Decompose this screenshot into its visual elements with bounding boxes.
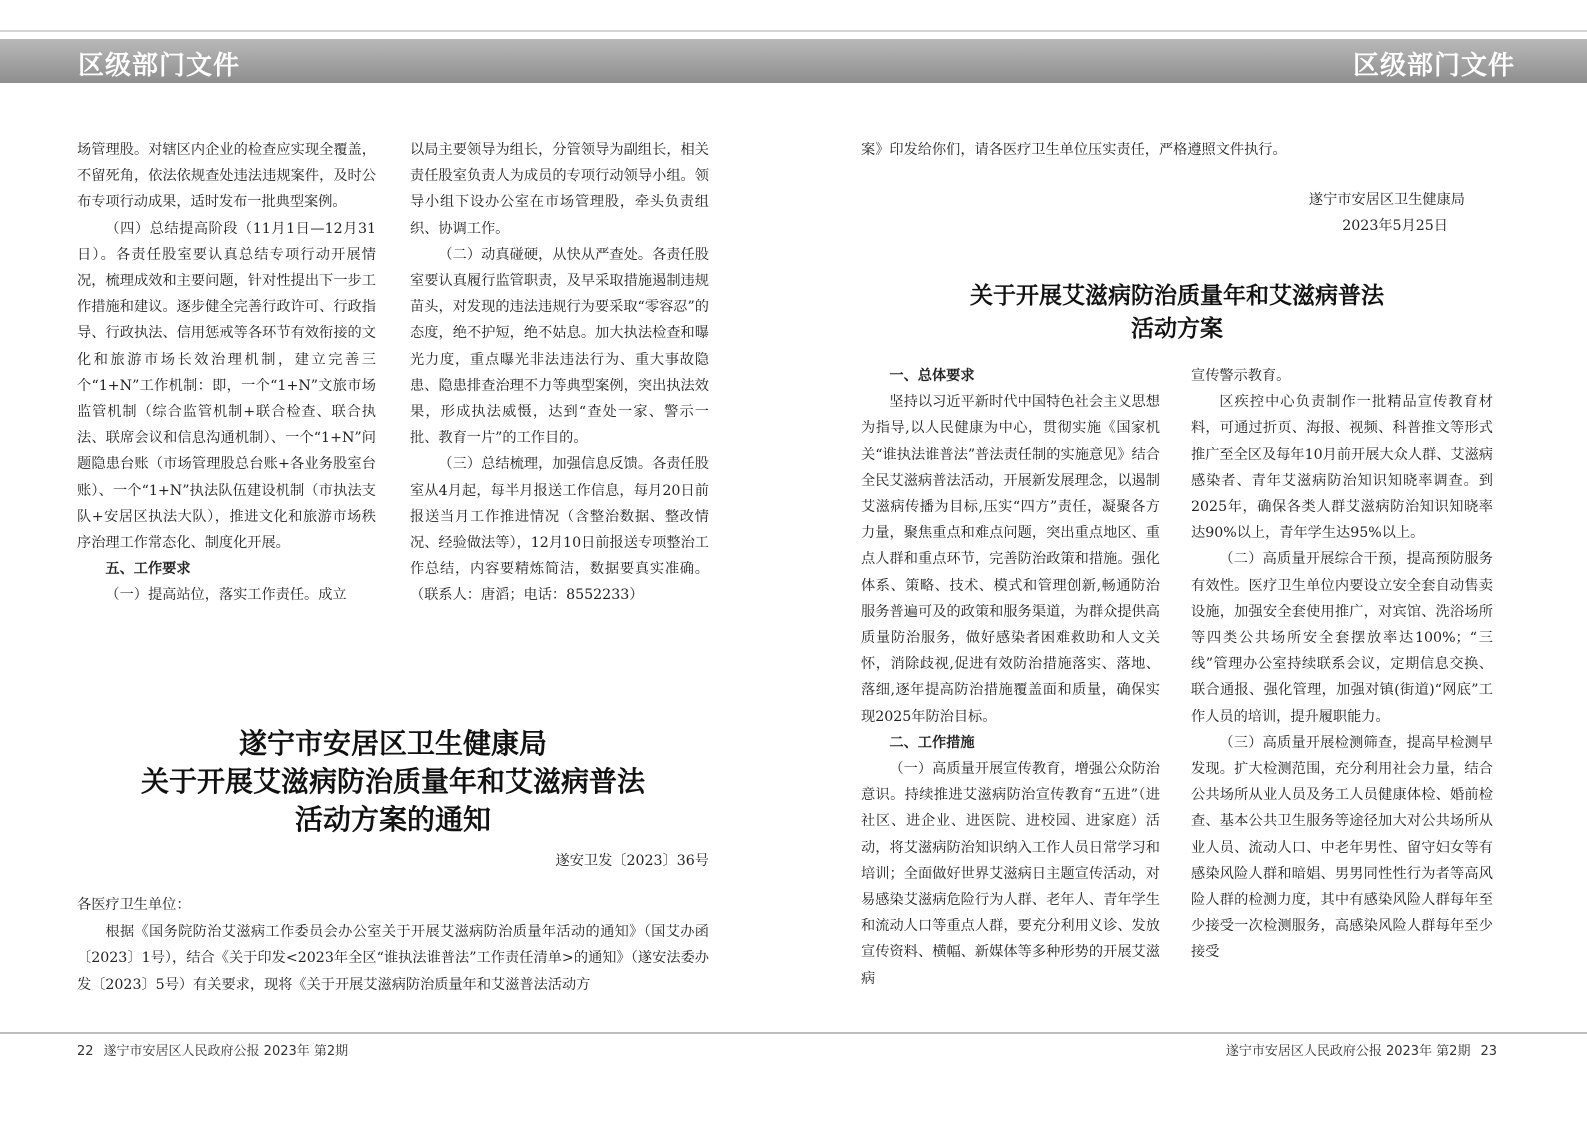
paragraph: （一）提高站位，落实工作责任。成立 [105, 587, 347, 604]
section-heading: 五、工作要求 [105, 561, 191, 578]
paragraph: （三）总结梳理，加强信息反馈。各责任股室从4月起，每半月报送工作信息，每月20日前报送当月工作推进情况（含整治数据、整改情况、经验做法等），12月10日前报送专项整治工作总结，内容要精炼简洁，数据要真实准确。（联系人：唐滔；电话：8552233） [410, 456, 709, 604]
top-rule [0, 30, 1587, 32]
signature-organization: 遂宁市安居区卫生健康局 [1308, 192, 1465, 208]
section-heading: 一、总体要求 [889, 368, 975, 384]
notice-title-line: 活动方案的通知 [294, 803, 491, 836]
salutation: 各医疗卫生单位： [77, 897, 191, 913]
paragraph: （二）高质量开展综合干预，提高预防服务有效性。医疗卫生单位内要设立安全套自动售卖设施，加强安全套使用推广，对宾馆、洗浴场所等四类公共场所安全套摆放率达100%；“三线”管理办公室持续联系会议，定期信息交换、联合通报、强化管理，加强对镇(街道)“网底”工作人员的培训，提升履职能力。 [1191, 551, 1493, 725]
paragraph: 场管理股。对辖区内企业的检查应实现全覆盖，不留死角，依法依规查处违法违规案件，及时公布专项行动成果，适时发布一批典型案例。 [77, 142, 376, 211]
paragraph: （四）总结提高阶段（11月1日—12月31日）。各责任股室要认真总结专项行动开展情况，梳理成效和主要问题，针对性提出下一步工作措施和建议。逐步健全完善行政许可、行政指导、行政执法、信用惩戒等各环节有效衔接的文化和旅游市场长效治理机制，建立完善三个“1+N”工作机制：即，一个“1+N”文旅市场监管机制（综合监管机制+联合检查、联合执法、联席会议和信息沟通机制）、一个“1+N”问题隐患台账（市场管理股总台账+各业务股室台账）、一个“1+N”执法队伍建设机制（市执法支队+安居区执法大队），推进文化和旅游市场秩序治理工作常态化、制度化开展。 [77, 220, 376, 552]
header-banner [0, 39, 1587, 83]
right-column-1 [861, 363, 1160, 992]
plan-title-line: 活动方案 [1131, 316, 1223, 342]
paragraph: （二）动真碰硬，从快从严查处。各责任股室要认真履行监管职责，及早采取措施遏制违规苗头，对发现的违法违规行为要采取“零容忍”的态度，绝不护短，绝不姑息。加大执法检查和曝光力度，重点曝光非法违法行为、重大事故隐患、隐患排查治理不力等典型案例，突出执法效果，形成执法威慑，达到“查处一家、警示一批、教育一片”的工作目的。 [410, 246, 709, 447]
plan-title [861, 280, 1493, 346]
notice-title-line: 关于开展艾滋病防治质量年和艾滋病普法 [140, 765, 645, 798]
notice-body [77, 892, 709, 998]
paragraph: （三）高质量开展检测筛查，提高早检测早发现。扩大检测范围，充分利用社会力量，结合公共场所从业人员及务工人员健康体检、婚前检查、基本公共卫生服务等途径加大对公共场所从业人员、流动人口、中老年男性、留守妇女等有感染风险人群和暗娼、男男同性性行为者等高风险人群的检测力度，其中有感染风险人群每年至少接受一次检测服务，高感染风险人群每年至少接受 [1191, 734, 1493, 961]
right-column-2 [1191, 363, 1493, 966]
section-heading: 二、工作措施 [889, 734, 975, 751]
paragraph: 根据《国务院防治艾滋病工作委员会办公室关于开展艾滋病防治质量年活动的通知》（国艾办函〔2023〕1号），结合《关于印发<2023年全区“谁执法谁普法”工作责任清单>的通知》（遂安法委办发〔2023〕5号）有关要求，现将《关于开展艾滋病防治质量年和艾滋普法活动方 [77, 923, 709, 993]
document-number: 遂安卫发〔2023〕36号 [555, 853, 709, 869]
publication-info: 遂宁市安居区人民政府公报 2023年 第2期 [103, 1044, 349, 1059]
footer-rule [0, 1032, 1587, 1034]
signature-date: 2023年5月25日 [1342, 218, 1448, 234]
paragraph: 以局主要领导为组长，分管领导为副组长，相关责任股室负责人为成员的专项行动领导小组。领导小组下设办公室在市场管理股，牵头负责组织、协调工作。 [410, 142, 709, 237]
right-section-title: 区级部门文件 [1352, 51, 1515, 81]
plan-title-line: 关于开展艾滋病防治质量年和艾滋病普法 [970, 283, 1384, 309]
left-footer [77, 1040, 358, 1059]
left-column-1 [77, 137, 376, 609]
paragraph: 区疾控中心负责制作一批精品宣传教育材料，可通过折页、海报、视频、科普推文等形式推广至全区及每年10月前开展大众人群、艾滋病感染者、青年艾滋病防治知识知晓率调查。到2025年，确保各类人群艾滋病防治知识知晓率达90%以上，青年学生达95%以上。 [1191, 394, 1493, 542]
right-footer [1216, 1040, 1497, 1059]
paragraph: （一）高质量开展宣传教育，增强公众防治意识。持续推进艾滋病防治宣传教育“五进”（进社区、进企业、进医院、进校园、进家庭）活动，将艾滋病防治知识纳入工作人员日常学习和培训；全面做好世界艾滋病日主题宣传活动，对易感染艾滋病危险行为人群、老年人、青年学生和流动人口等重点人群，要充分利用义诊、发放宣传资料、横幅、新媒体等多种形势的开展艾滋病 [861, 761, 1160, 987]
left-section-title: 区级部门文件 [78, 51, 241, 81]
paragraph: 坚持以习近平新时代中国特色社会主义思想为指导,以人民健康为中心，贯彻实施《国家机关“谁执法谁普法”普法责任制的实施意见》结合全民艾滋病普法活动，开展新发展理念，以遏制艾滋病传播为目标,压实“四方”责任，凝聚各方力量，聚焦重点和难点问题，突出重点地区、重点人群和重点环节，完善防治政策和措施。强化体系、策略、技术、模式和管理创新,畅通防治服务普遍可及的政策和服务渠道，为群众提供高质量防治服务，做好感染者困难救助和人文关怀，消除歧视,促进有效防治措施落实、落地、落细,逐年提高防治措施覆盖面和质量，确保实现2025年防治目标。 [861, 394, 1160, 725]
publication-info: 遂宁市安居区人民政府公报 2023年 第2期 [1225, 1044, 1471, 1059]
page-number: 22 [77, 1044, 94, 1059]
page-number: 23 [1480, 1044, 1497, 1059]
notice-title-line: 遂宁市安居区卫生健康局 [238, 727, 547, 760]
notice-title [77, 725, 709, 839]
left-column-2 [410, 137, 709, 609]
paragraph: 宣传警示教育。 [1191, 368, 1291, 384]
continued-text: 案》印发给你们，请各医疗卫生单位压实责任，严格遵照文件执行。 [861, 142, 1287, 158]
